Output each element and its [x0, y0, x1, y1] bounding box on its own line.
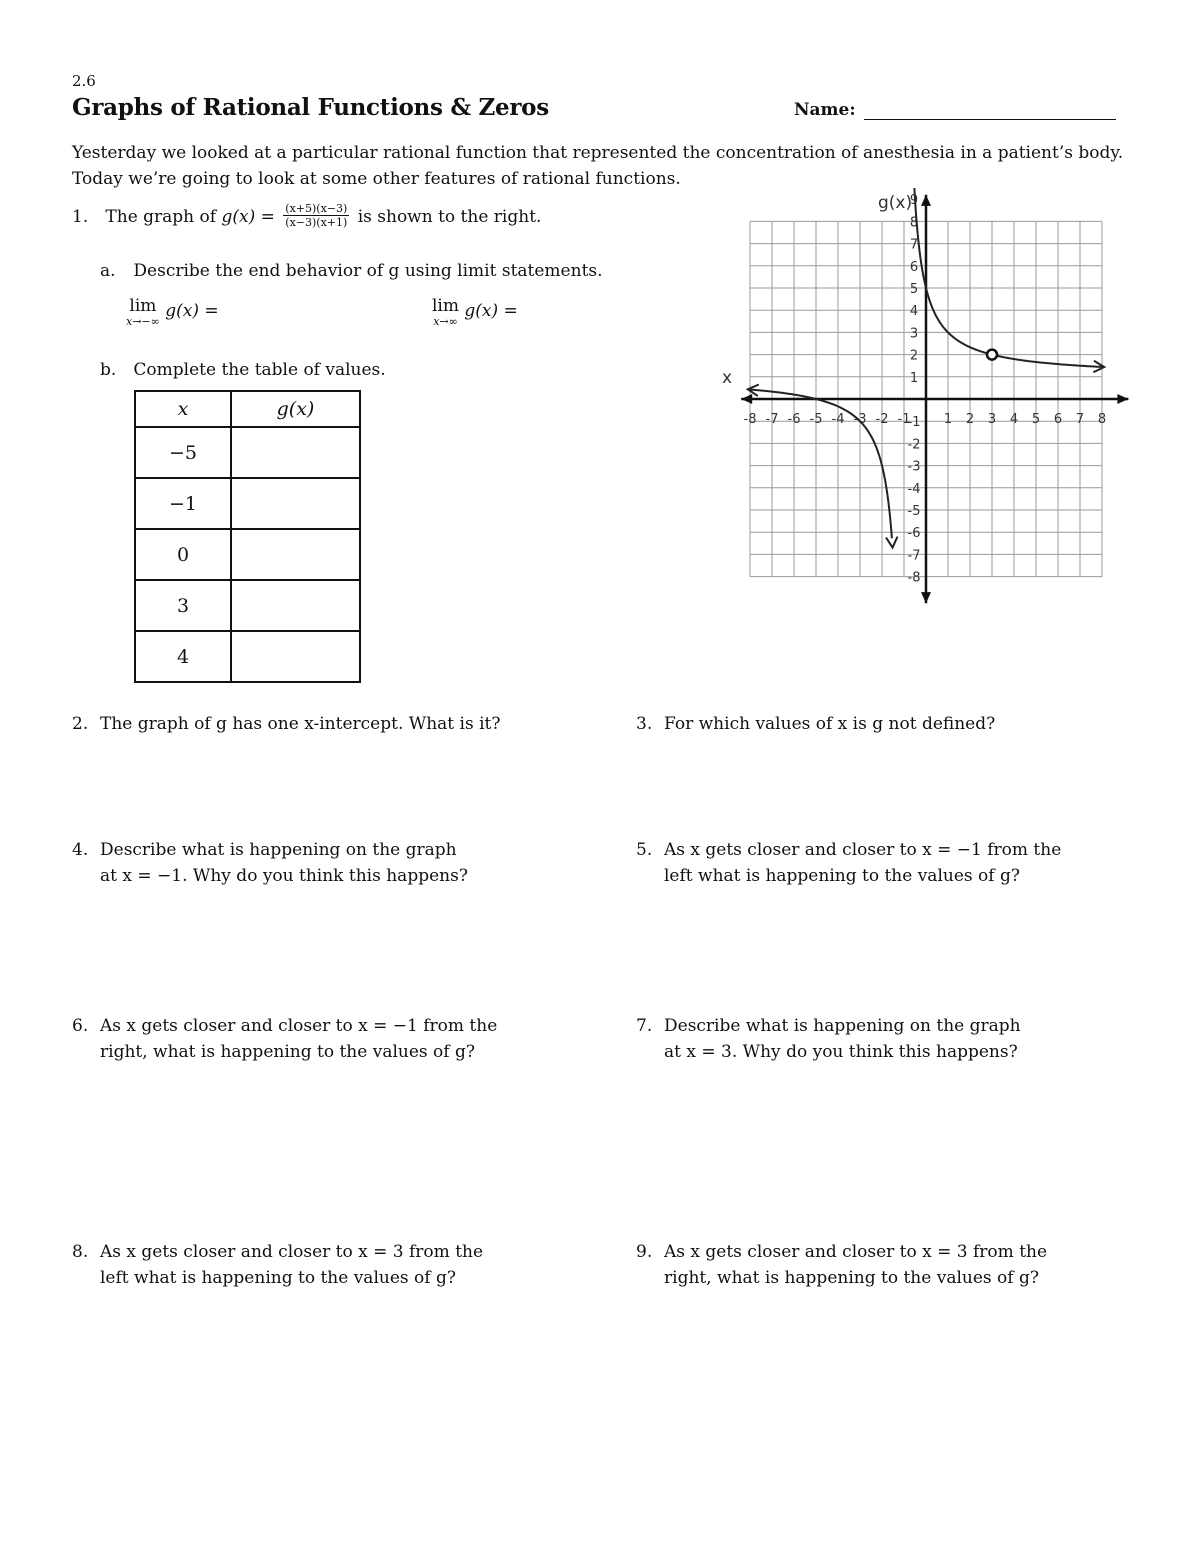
y-tick-label: -8 [907, 570, 921, 586]
table-header-x: x [135, 391, 231, 427]
table-row [135, 580, 360, 631]
question-number: 5. [636, 840, 653, 860]
y-tick-label: -7 [907, 548, 921, 564]
name-blank-line[interactable] [864, 103, 1116, 120]
graph-axes [741, 195, 1128, 603]
question-2 [72, 711, 501, 737]
question-number: 7. [636, 1016, 653, 1036]
question-text-line2: right, what is happening to the values of g? [664, 1268, 1039, 1288]
table-cell-answer[interactable] [231, 529, 360, 580]
question-text-line2: right, what is happening to the values of g? [100, 1042, 475, 1062]
y-tick-label: 9 [909, 193, 919, 209]
question-9 [636, 1239, 1047, 1291]
table-row [135, 478, 360, 529]
y-tick-label: -2 [907, 437, 921, 453]
lim-word: lim [129, 296, 157, 316]
fraction-numerator: (x+5)(x−3) [285, 202, 348, 215]
question-text: Describe what is happening on the graph [100, 840, 457, 860]
question-text: For which values of x is g not defined? [664, 714, 996, 734]
table-row [135, 529, 360, 580]
table-cell-x: −1 [135, 478, 231, 529]
question-number: 2. [72, 714, 89, 734]
question-6 [72, 1013, 497, 1065]
question-number: 8. [72, 1242, 89, 1262]
question-number: 4. [72, 840, 89, 860]
question-text-line2: at x = −1. Why do you think this happens? [100, 866, 468, 886]
question-text: As x gets closer and closer to x = 3 from the [664, 1242, 1048, 1262]
x-tick-label: -8 [743, 412, 757, 427]
x-tick-label: 7 [1075, 412, 1085, 427]
question-5 [636, 837, 1061, 889]
sub-question-label: a. [100, 261, 116, 281]
intro-paragraph: Yesterday we looked at a particular rational function that represented the concentration of anesthesia in a patient’s body. Today we’re going to look at some other features of rational functions. [72, 143, 1124, 189]
x-axis-arrow-right [1117, 394, 1128, 404]
question-text: The graph of g has one x-intercept. What is it? [100, 714, 501, 734]
question-text-line2: left what is happening to the values of g? [100, 1268, 456, 1288]
table-cell-answer[interactable] [231, 427, 360, 478]
q1b-text: Complete the table of values. [133, 360, 386, 380]
limit-operator [432, 298, 459, 330]
x-tick-label: 4 [1009, 412, 1019, 427]
question-text: As x gets closer and closer to x = −1 from the [100, 1016, 498, 1036]
q1-post-text: is shown to the right. [357, 207, 542, 227]
y-tick-label: 3 [909, 326, 919, 342]
x-tick-label: -7 [765, 412, 779, 427]
question-number: 1. [72, 207, 89, 227]
hole-open-circle [987, 350, 997, 360]
x-tick-label: -4 [831, 412, 845, 427]
table-cell-x: 4 [135, 631, 231, 682]
q1-function: g(x) = [221, 207, 275, 227]
y-tick-label: 4 [909, 304, 919, 320]
fraction-denominator: (x−3)(x+1) [285, 216, 348, 229]
y-tick-label: 2 [909, 348, 919, 364]
question-1 [72, 204, 541, 231]
y-tick-label: 1 [909, 370, 919, 386]
x-tick-label: -6 [787, 412, 801, 427]
question-number: 9. [636, 1242, 653, 1262]
table-cell-x: 0 [135, 529, 231, 580]
x-axis-label: x [722, 368, 733, 388]
limit-expression: g(x) = [464, 301, 518, 321]
x-tick-label: -2 [875, 412, 889, 427]
x-tick-label: -5 [809, 412, 823, 427]
limit-left [126, 298, 219, 330]
table-cell-x: 3 [135, 580, 231, 631]
y-tick-label: 8 [909, 215, 919, 231]
page-title: Graphs of Rational Functions & Zeros [72, 94, 549, 121]
x-tick-label: 3 [987, 412, 997, 427]
y-tick-label: 7 [909, 237, 919, 253]
x-tick-label: 1 [943, 412, 953, 427]
question-text: As x gets closer and closer to x = −1 from the [664, 840, 1062, 860]
x-tick-label: -3 [853, 412, 867, 427]
table-cell-answer[interactable] [231, 478, 360, 529]
q1-pre-text: The graph of [105, 207, 217, 227]
table-cell-answer[interactable] [231, 580, 360, 631]
question-1b [100, 357, 386, 383]
question-4 [72, 837, 468, 889]
y-axis-label: g(x) [878, 193, 913, 213]
question-8 [72, 1239, 483, 1291]
y-tick-label: 6 [909, 259, 919, 275]
y-axis-arrow-down [921, 592, 931, 603]
q1-fraction [283, 202, 349, 229]
lim-subscript: x→∞ [433, 315, 458, 328]
y-tick-label: -1 [907, 415, 921, 431]
x-tick-label: -1 [897, 412, 911, 427]
name-label: Name: [794, 100, 856, 120]
x-tick-label: 2 [965, 412, 975, 427]
name-field [794, 100, 1116, 120]
question-text-line2: left what is happening to the values of g? [664, 866, 1020, 886]
y-axis-arrow-up [921, 195, 931, 206]
x-tick-label: 5 [1031, 412, 1041, 427]
table-cell-x: −5 [135, 427, 231, 478]
question-3 [636, 711, 995, 737]
section-number: 2.6 [72, 72, 96, 90]
q1a-text: Describe the end behavior of g using limit statements. [133, 261, 603, 281]
table-cell-answer[interactable] [231, 631, 360, 682]
x-tick-label: 6 [1053, 412, 1063, 427]
right-branch-curve [913, 188, 1104, 367]
table-header-row [135, 391, 360, 427]
table-header-gx: g(x) [231, 391, 360, 427]
question-text: Describe what is happening on the graph [664, 1016, 1021, 1036]
table-row [135, 631, 360, 682]
values-table [134, 390, 361, 683]
question-number: 3. [636, 714, 653, 734]
question-number: 6. [72, 1016, 89, 1036]
table-row [135, 427, 360, 478]
lim-word: lim [432, 296, 459, 316]
y-tick-label: -4 [907, 481, 921, 497]
limit-operator [126, 298, 160, 330]
question-1a [100, 258, 603, 284]
y-tick-label: -3 [907, 459, 921, 475]
x-tick-label: 8 [1097, 412, 1107, 427]
limit-right [432, 298, 518, 330]
y-tick-label: 5 [909, 282, 919, 297]
question-7 [636, 1013, 1021, 1065]
rational-function-graph [700, 188, 1140, 608]
y-tick-label: -5 [907, 504, 921, 519]
x-axis-arrow-left [741, 394, 752, 404]
sub-question-label: b. [100, 360, 117, 380]
lim-subscript: x→−∞ [126, 315, 160, 328]
limit-expression: g(x) = [165, 301, 219, 321]
y-tick-label: -6 [907, 526, 921, 542]
question-text-line2: at x = 3. Why do you think this happens? [664, 1042, 1018, 1062]
question-text: As x gets closer and closer to x = 3 from the [100, 1242, 484, 1262]
